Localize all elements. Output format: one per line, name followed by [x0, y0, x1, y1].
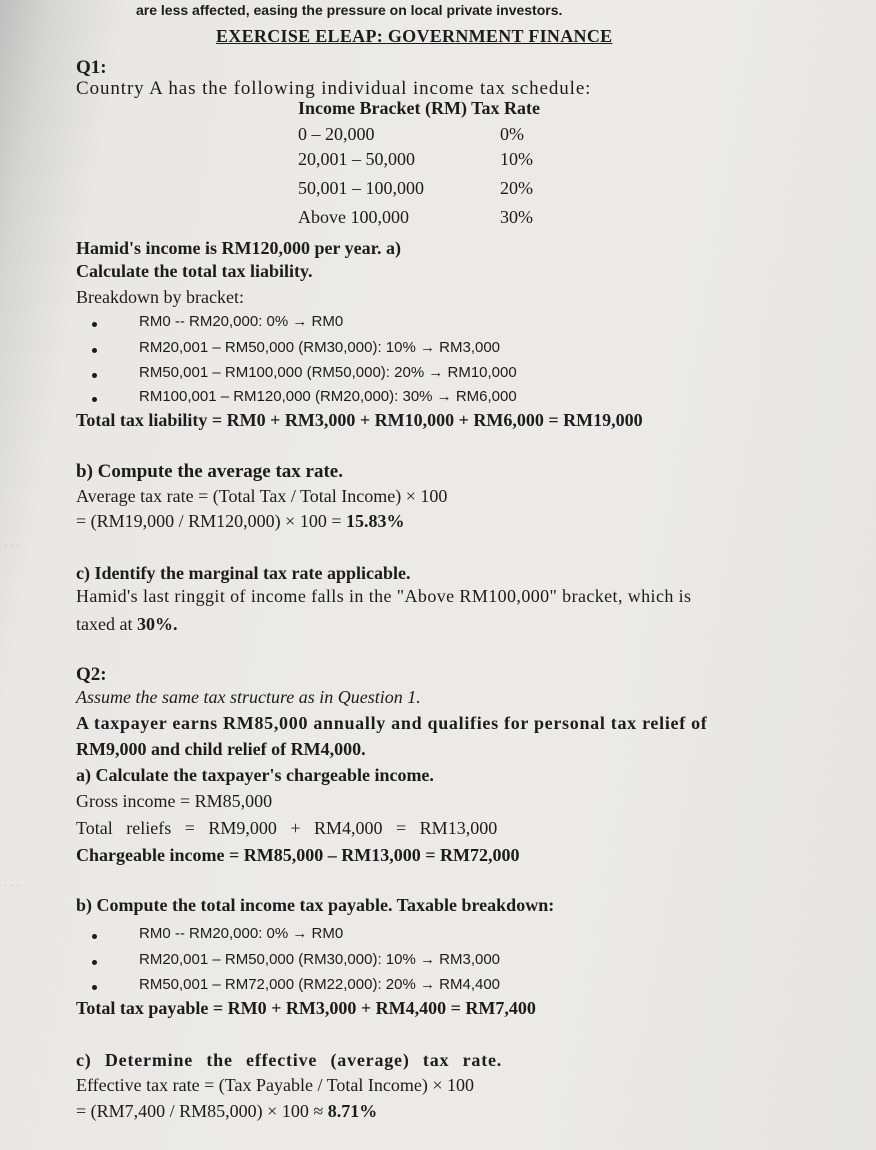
q2-part-b-title: b) Compute the total income tax payable. Taxable breakdown: [76, 895, 555, 915]
tax-table-rate: 30% [500, 207, 533, 227]
q2-label: Q2: [76, 664, 107, 685]
q1-average-rate-result: 15.83% [345, 511, 405, 531]
q2-chargeable-line [76, 845, 519, 866]
bullet-icon [92, 934, 97, 939]
q1-label: Q1: [76, 57, 107, 78]
exercise-heading: EXERCISE ELEAP: GOVERNMENT FINANCE [216, 26, 613, 46]
tax-table-rate: 0% [500, 124, 524, 144]
q1-total-value: RM0 + RM3,000 + RM10,000 + RM6,000 = RM19,000 [226, 410, 643, 430]
q2-question-line1: A taxpayer earns RM85,000 annually and qualifies for personal tax relief of [76, 713, 708, 733]
q2-part-c-title: c) Determine the effective (average) tax rate. [76, 1050, 503, 1070]
q1-part-c-title: c) Identify the marginal tax rate applicable. [76, 563, 411, 583]
bullet-icon [92, 322, 97, 327]
q2-breakdown-item: RM0 -- RM20,000: 0% → RM0 [139, 925, 344, 942]
q2-chargeable-value: RM85,000 – RM13,000 = RM72,000 [243, 845, 520, 865]
tax-table-rate: 20% [500, 178, 533, 198]
q1-marginal-rate-result: 30%. [136, 614, 178, 634]
q2-part-c-line2 [76, 1101, 377, 1122]
q2-chargeable-label: Chargeable income = [76, 845, 244, 865]
q1-part-b-line2 [76, 511, 404, 532]
q2-part-c-line2-text: = (RM7,400 / RM85,000) × 100 ≈ [76, 1101, 328, 1121]
q1-part-c-line2 [76, 614, 177, 635]
q2-part-a-title: a) Calculate the taxpayer's chargeable income. [76, 765, 434, 785]
q1-part-c-line1: Hamid's last ringgit of income falls in the "Above RM100,000" bracket, which is [76, 586, 692, 606]
tax-table-rate: 10% [500, 149, 533, 169]
tax-table-header: Income Bracket (RM) Tax Rate [298, 98, 540, 118]
tax-table-bracket: 0 – 20,000 [298, 124, 375, 144]
bleed-through-text: · · · [4, 880, 20, 891]
q1-part-a-line2: Calculate the total tax liability. [76, 261, 313, 281]
tax-table-bracket: 50,001 – 100,000 [298, 178, 424, 198]
q2-breakdown-item: RM20,001 – RM50,000 (RM30,000): 10% → RM3,000 [139, 951, 501, 968]
q1-breakdown-item: RM50,001 – RM100,000 (RM50,000): 20% → RM10,000 [139, 364, 517, 381]
tax-table-bracket: Above 100,000 [298, 207, 409, 227]
bullet-icon [92, 960, 97, 965]
q1-total-line [76, 410, 643, 431]
bullet-icon [92, 373, 97, 378]
q1-breakdown-item: RM20,001 – RM50,000 (RM30,000): 10% → RM3,000 [139, 339, 501, 356]
q2-part-c-line1: Effective tax rate = (Tax Payable / Total Income) × 100 [76, 1075, 474, 1095]
q1-breakdown-item: RM0 -- RM20,000: 0% → RM0 [139, 313, 344, 330]
q1-intro: Country A has the following individual income tax schedule: [76, 78, 592, 99]
q2-gross-income: Gross income = RM85,000 [76, 791, 273, 811]
q1-total-label: Total tax liability = [76, 410, 227, 430]
q1-part-b-title: b) Compute the average tax rate. [76, 461, 343, 482]
q1-breakdown-label: Breakdown by bracket: [76, 287, 244, 307]
q2-breakdown-item: RM50,001 – RM72,000 (RM22,000): 20% → RM4,400 [139, 976, 501, 993]
tax-table-bracket: 20,001 – 50,000 [298, 149, 415, 169]
bleed-through-text: · · · [4, 112, 20, 123]
top-line-text: are less affected, easing the pressure on local private investors. [136, 2, 563, 18]
q1-part-b-line1: Average tax rate = (Total Tax / Total Income) × 100 [76, 486, 448, 506]
q2-effective-rate-result: 8.71% [327, 1101, 378, 1121]
q2-assumption: Assume the same tax structure as in Question 1. [76, 687, 421, 707]
q2-total-line [76, 998, 536, 1019]
bullet-icon [92, 985, 97, 990]
bullet-icon [92, 348, 97, 353]
q1-part-b-line2-text: = (RM19,000 / RM120,000) × 100 = [76, 511, 346, 531]
q1-breakdown-item: RM100,001 – RM120,000 (RM20,000): 30% → RM6,000 [139, 388, 517, 405]
q2-total-label: Total tax payable = [76, 998, 228, 1018]
q1-part-a-line1: Hamid's income is RM120,000 per year. a) [76, 238, 401, 258]
bleed-through-text: · · · [4, 540, 20, 551]
q2-total-value: RM0 + RM3,000 + RM4,400 = RM7,400 [227, 998, 536, 1018]
q1-part-c-line2-text: taxed at [76, 614, 137, 634]
bullet-icon [92, 397, 97, 402]
q2-question-line2: RM9,000 and child relief of RM4,000. [76, 739, 366, 759]
q2-total-reliefs: Total reliefs = RM9,000 + RM4,000 = RM13,000 [76, 818, 498, 838]
